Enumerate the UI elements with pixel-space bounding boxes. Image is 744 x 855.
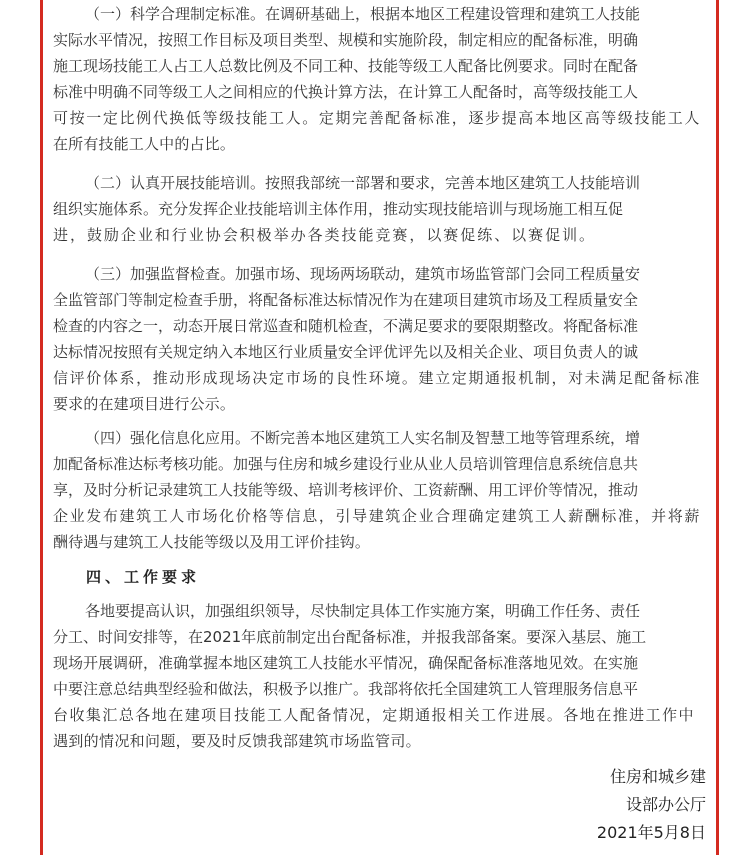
text-line: 现场开展调研，准确掌握本地区建筑工人技能水平情况，确保配备标准落地见效。在实施 bbox=[53, 654, 639, 672]
left-red-border bbox=[40, 0, 43, 855]
text-line: 组织实施体系。充分发挥企业技能培训主体作用，推动实现技能培训与现场施工相互促 bbox=[53, 200, 624, 218]
text-line: 在所有技能工人中的占比。 bbox=[53, 135, 236, 153]
signature-org-line2: 设部办公厅 bbox=[625, 795, 706, 814]
signature-date: 2021年5月8日 bbox=[596, 823, 706, 842]
text-line: 台收集汇总各地在建项目技能工人配备情况，定期通报相关工作进展。各地在推进工作中 bbox=[53, 706, 696, 724]
text-line: 全监管部门等制定检查手册，将配备标准达标情况作为在建项目建筑市场及工程质量安全 bbox=[53, 291, 639, 309]
text-line: 加配备标准达标考核功能。加强与住房和城乡建设行业从业人员培训管理信息系统信息共 bbox=[53, 455, 639, 473]
paragraph-training bbox=[53, 170, 640, 248]
paragraph-informatization bbox=[53, 425, 701, 555]
right-red-border bbox=[716, 0, 719, 855]
text-line: 进，鼓励企业和行业协会积极举办各类技能竞赛，以赛促练、以赛促训。 bbox=[53, 226, 597, 244]
text-line: 信评价体系，推动形成现场决定市场的良性环境。建立定期通报机制，对未满足配备标准 bbox=[53, 369, 702, 387]
paragraph-supervision bbox=[53, 261, 701, 417]
text-line: 可按一定比例代换低等级技能工人。定期完善配备标准，逐步提高本地区高等级技能工人 bbox=[53, 109, 702, 127]
text-line: 实际水平情况，按照工作目标及项目类型、规模和实施阶段，制定相应的配备标准，明确 bbox=[53, 31, 639, 49]
text-line: 中要注意总结典型经验和做法，积极予以推广。我部将依托全国建筑工人管理服务信息平 bbox=[53, 680, 639, 698]
text-line: （二）认真开展技能培训。按照我部统一部署和要求，完善本地区建筑工人技能培训 bbox=[85, 174, 641, 192]
text-line: 要求的在建项目进行公示。 bbox=[53, 395, 236, 413]
text-line: 各地要提高认识，加强组织领导，尽快制定具体工作实施方案，明确工作任务、责任 bbox=[85, 602, 641, 620]
text-line: 企业发布建筑工人市场化价格等信息，引导建筑企业合理确定建筑工人薪酬标准，并将薪 bbox=[53, 507, 702, 525]
signature-block bbox=[597, 763, 706, 847]
text-line: 分工、时间安排等，在2021年底前制定出台配备标准，并报我部备案。要深入基层、施工 bbox=[53, 628, 647, 646]
signature-org-line1: 住房和城乡建 bbox=[609, 767, 706, 786]
text-line: （三）加强监督检查。加强市场、现场两场联动，建筑市场监管部门会同工程质量安 bbox=[85, 265, 641, 283]
paragraph-standards bbox=[53, 1, 701, 157]
text-line: （四）强化信息化应用。不断完善本地区建筑工人实名制及智慧工地等管理系统，增 bbox=[85, 429, 641, 447]
text-line: 标准中明确不同等级工人之间相应的代换计算方法，在计算工人配备时，高等级技能工人 bbox=[53, 83, 639, 101]
text-line: 检查的内容之一，动态开展日常巡查和随机检查，不满足要求的要限期整改。将配备标准 bbox=[53, 317, 639, 335]
text-line: 施工现场技能工人占工人总数比例及不同工种、技能等级工人配备比例要求。同时在配备 bbox=[53, 57, 639, 75]
section-heading: 四、工作要求 bbox=[86, 568, 201, 586]
text-line: 酬待遇与建筑工人技能等级以及用工评价挂钩。 bbox=[53, 533, 371, 551]
text-line: 达标情况按照有关规定纳入本地区行业质量安全评优评先以及相关企业、项目负责人的诚 bbox=[53, 343, 639, 361]
text-line: （一）科学合理制定标准。在调研基础上，根据本地区工程建设管理和建筑工人技能 bbox=[85, 5, 641, 23]
text-line: 遇到的情况和问题，要及时反馈我部建筑市场监管司。 bbox=[53, 732, 422, 750]
paragraph-requirements bbox=[53, 598, 695, 754]
text-line: 享，及时分析记录建筑工人技能等级、培训考核评价、工资薪酬、用工评价等情况，推动 bbox=[53, 481, 639, 499]
